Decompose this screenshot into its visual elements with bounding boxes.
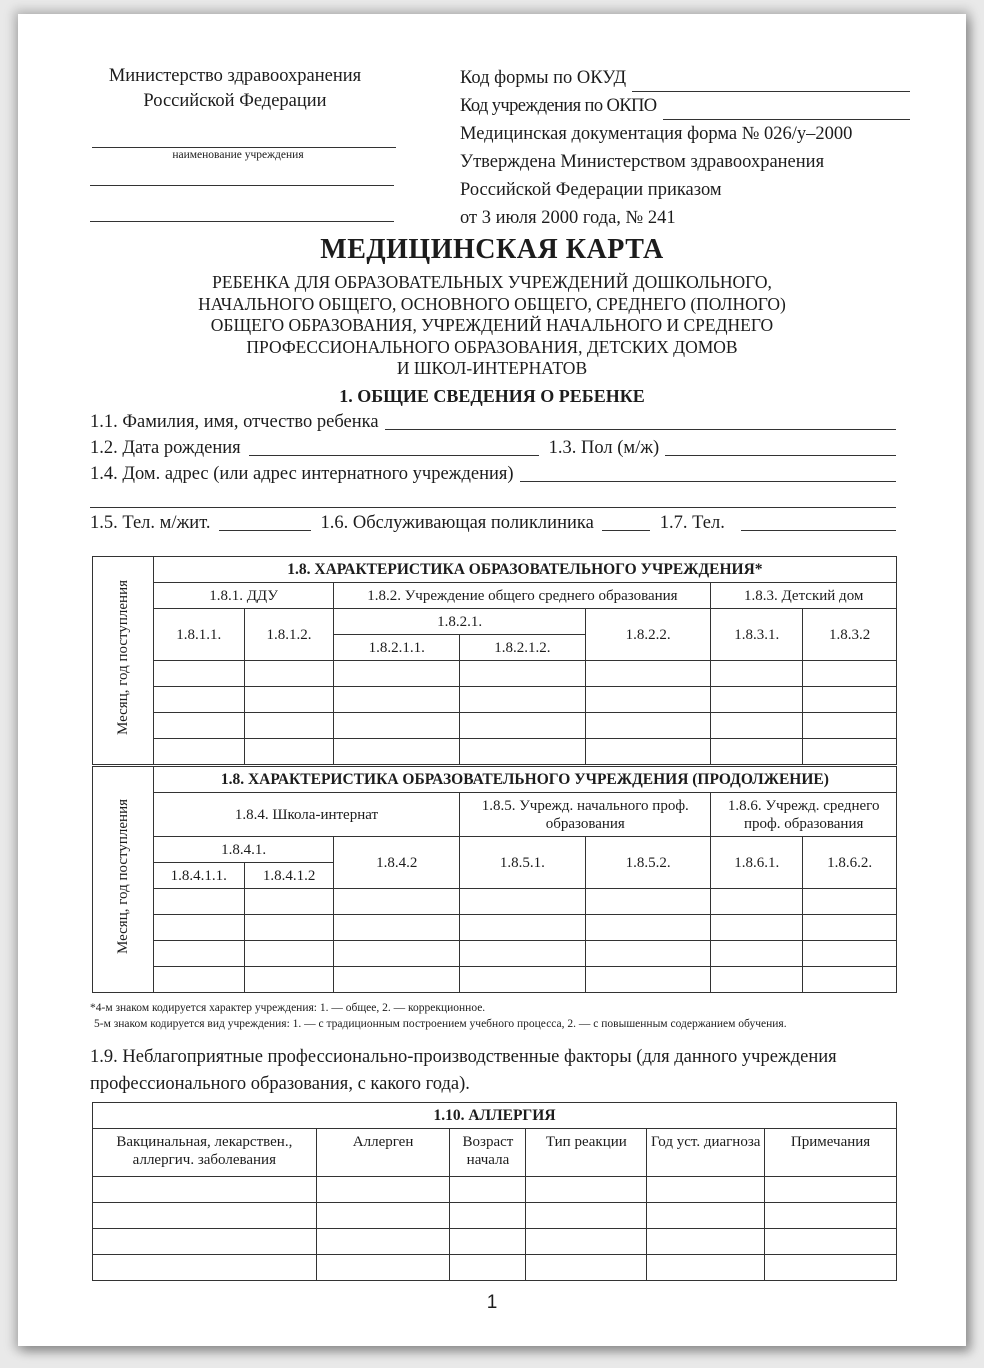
table-cell[interactable]	[803, 661, 897, 687]
table-cell[interactable]	[711, 687, 803, 713]
table-row	[93, 1255, 897, 1281]
home-phone-label: 1.5. Тел. м/жит.	[90, 513, 211, 533]
admission-date-label: Месяц, год поступления	[114, 580, 131, 736]
table-row	[93, 713, 897, 739]
allergy-table	[92, 1102, 897, 1281]
footnote-5th-digit: 5-м знаком кодируется вид учреждения: 1. — с традиционным построением учебного процесса, 2. — с повышенным содержанием обучения.	[94, 1018, 787, 1030]
table-cell[interactable]	[334, 915, 460, 941]
table-cell[interactable]	[334, 713, 460, 739]
table-cell[interactable]	[460, 967, 586, 993]
col-diagnosis-year: Год уст. диагноза	[647, 1129, 765, 1177]
col-1-8-5-2: 1.8.5.2.	[585, 837, 711, 889]
table-cell[interactable]	[316, 1203, 450, 1229]
form-codes-block	[460, 64, 910, 232]
table-1-8-continuation	[92, 766, 897, 993]
table-row	[93, 967, 897, 993]
table-row	[93, 1177, 897, 1203]
col-reaction-type: Тип реакции	[526, 1129, 647, 1177]
group-primary-vocational: 1.8.5. Учрежд. начального проф. образования	[460, 793, 711, 837]
form-number: Медицинская документация форма № 026/у–2000	[460, 124, 853, 144]
table-cell[interactable]	[803, 915, 897, 941]
table-cell[interactable]	[334, 967, 460, 993]
institution-name-line-2[interactable]	[90, 185, 394, 186]
table-cell[interactable]	[765, 1255, 897, 1281]
table-cell[interactable]	[153, 941, 244, 967]
table-cell[interactable]	[93, 1203, 317, 1229]
col-1-8-6-1: 1.8.6.1.	[711, 837, 803, 889]
table-cell[interactable]	[316, 1229, 450, 1255]
table-cell[interactable]	[585, 687, 711, 713]
admission-date-label-cell	[93, 557, 154, 765]
col-1-8-2-2: 1.8.2.2.	[585, 609, 711, 661]
table-cell[interactable]	[585, 915, 711, 941]
table-cell[interactable]	[585, 967, 711, 993]
field-row-1-1	[90, 412, 896, 433]
col-1-8-2-1-1: 1.8.2.1.1.	[334, 635, 460, 661]
table-cell[interactable]	[334, 687, 460, 713]
col-1-8-4-1-2: 1.8.4.1.2	[244, 863, 334, 889]
table-cell[interactable]	[585, 661, 711, 687]
col-notes: Примечания	[765, 1129, 897, 1177]
full-name-label: 1.1. Фамилия, имя, отчество ребенка	[90, 412, 379, 432]
table-cell[interactable]	[460, 889, 586, 915]
table-cell[interactable]	[647, 1203, 765, 1229]
col-1-8-2-1: 1.8.2.1.	[334, 609, 585, 635]
table-cell[interactable]	[244, 941, 334, 967]
col-allergen: Аллерген	[316, 1129, 450, 1177]
table-cell[interactable]	[711, 889, 803, 915]
table-cell[interactable]	[450, 1203, 526, 1229]
col-1-8-5-1: 1.8.5.1.	[460, 837, 586, 889]
ministry-name	[80, 64, 390, 114]
okud-row	[460, 64, 910, 92]
approved-line-3: от 3 июля 2000 года, № 241	[460, 208, 676, 228]
subtitle-line: И ШКОЛ-ИНТЕРНАТОВ	[396, 358, 588, 378]
table-cell[interactable]	[803, 687, 897, 713]
table-cell[interactable]	[153, 687, 244, 713]
table-heading: 1.8. ХАРАКТЕРИСТИКА ОБРАЗОВАТЕЛЬНОГО УЧРЕЖДЕНИЯ (ПРОДОЛЖЕНИЕ)	[153, 767, 896, 793]
table-cell[interactable]	[803, 941, 897, 967]
subtitle-line: ОБЩЕГО ОБРАЗОВАНИЯ, УЧРЕЖДЕНИЙ НАЧАЛЬНОГО И СРЕДНЕГО	[210, 315, 774, 335]
group-boarding-school: 1.8.4. Школа-интернат	[153, 793, 459, 837]
table-cell[interactable]	[585, 941, 711, 967]
table-row	[93, 1229, 897, 1255]
table-row	[93, 941, 897, 967]
birth-date-label: 1.2. Дата рождения	[90, 438, 241, 458]
table-cell[interactable]	[585, 739, 711, 765]
okpo-row	[460, 92, 910, 120]
table-cell[interactable]	[526, 1229, 647, 1255]
table-cell[interactable]	[93, 1229, 317, 1255]
col-1-8-4-1: 1.8.4.1.	[153, 837, 334, 863]
okpo-label: Код учреждения по ОКПО	[460, 96, 657, 116]
table-cell[interactable]	[244, 661, 334, 687]
table-cell[interactable]	[460, 661, 586, 687]
table-row	[93, 1203, 897, 1229]
group-secondary-vocational: 1.8.6. Учрежд. среднего проф. образования	[711, 793, 897, 837]
table-cell[interactable]	[460, 713, 586, 739]
table-cell[interactable]	[153, 889, 244, 915]
col-1-8-1-1: 1.8.1.1.	[153, 609, 244, 661]
table-cell[interactable]	[765, 1229, 897, 1255]
table-cell[interactable]	[526, 1203, 647, 1229]
subtitle-line: РЕБЕНКА ДЛЯ ОБРАЗОВАТЕЛЬНЫХ УЧРЕЖДЕНИЙ ДОШКОЛЬНОГО,	[212, 272, 772, 292]
table-cell[interactable]	[711, 739, 803, 765]
section-1-9-text: 1.9. Неблагоприятные профессионально-производственные факторы (для данного учреждения профессионального образования, с какого года).	[90, 1047, 837, 1094]
col-1-8-3-1: 1.8.3.1.	[711, 609, 803, 661]
table-cell[interactable]	[803, 713, 897, 739]
table-cell[interactable]	[153, 915, 244, 941]
table-cell[interactable]	[647, 1177, 765, 1203]
table-cell[interactable]	[244, 967, 334, 993]
table-row	[93, 889, 897, 915]
table-heading: 1.8. ХАРАКТЕРИСТИКА ОБРАЗОВАТЕЛЬНОГО УЧРЕЖДЕНИЯ*	[153, 557, 896, 583]
birth-date-field[interactable]	[249, 439, 539, 456]
document-title: МЕДИЦИНСКАЯ КАРТА	[320, 234, 664, 265]
table-cell[interactable]	[647, 1255, 765, 1281]
table-cell[interactable]	[244, 739, 334, 765]
col-1-8-1-2: 1.8.1.2.	[244, 609, 334, 661]
allergy-heading: 1.10. АЛЛЕРГИЯ	[93, 1103, 897, 1129]
okpo-field[interactable]	[663, 101, 910, 120]
table-cell[interactable]	[803, 889, 897, 915]
col-vaccine-diseases: Вакцинальная, лекарствен., аллергич. заболевания	[93, 1129, 317, 1177]
table-cell[interactable]	[803, 739, 897, 765]
table-cell[interactable]	[153, 967, 244, 993]
col-1-8-6-2: 1.8.6.2.	[803, 837, 897, 889]
table-cell[interactable]	[450, 1177, 526, 1203]
field-row-1-4	[90, 464, 896, 485]
table-cell[interactable]	[585, 713, 711, 739]
table-row	[93, 687, 897, 713]
table-cell[interactable]	[585, 889, 711, 915]
table-cell[interactable]	[244, 687, 334, 713]
table-cell[interactable]	[711, 915, 803, 941]
clinic-label: 1.6. Обслуживающая поликлиника	[320, 513, 594, 533]
approved-line-1: Утверждена Министерством здравоохранения	[460, 152, 825, 172]
table-cell[interactable]	[765, 1177, 897, 1203]
institution-caption: наименование учреждения	[172, 149, 304, 161]
col-1-8-4-2: 1.8.4.2	[334, 837, 460, 889]
table-cell[interactable]	[153, 661, 244, 687]
okud-field[interactable]	[632, 73, 910, 92]
table-cell[interactable]	[153, 713, 244, 739]
institution-name-line-1[interactable]	[92, 147, 396, 148]
table-cell[interactable]	[244, 889, 334, 915]
institution-name-line-3[interactable]	[90, 221, 394, 222]
document-subtitle	[118, 272, 866, 380]
table-cell[interactable]	[316, 1255, 450, 1281]
table-cell[interactable]	[803, 967, 897, 993]
ministry-line-2: Российской Федерации	[143, 91, 327, 111]
subtitle-line: НАЧАЛЬНОГО ОБЩЕГО, ОСНОВНОГО ОБЩЕГО, СРЕДНЕГО (ПОЛНОГО)	[198, 293, 786, 314]
page-number: 1	[486, 1292, 498, 1313]
table-cell[interactable]	[711, 967, 803, 993]
sex-field[interactable]	[665, 439, 896, 456]
table-row	[93, 739, 897, 765]
table-cell[interactable]	[460, 941, 586, 967]
table-cell[interactable]	[450, 1229, 526, 1255]
table-cell[interactable]	[334, 889, 460, 915]
admission-date-label-cell	[93, 767, 154, 993]
group-orphanage: 1.8.3. Детский дом	[711, 583, 897, 609]
table-cell[interactable]	[93, 1177, 317, 1203]
okud-label: Код формы по ОКУД	[460, 68, 627, 88]
table-cell[interactable]	[711, 941, 803, 967]
table-cell[interactable]	[460, 915, 586, 941]
sex-label: 1.3. Пол (м/ж)	[548, 438, 660, 458]
full-name-field[interactable]	[385, 413, 896, 430]
table-cell[interactable]	[526, 1177, 647, 1203]
home-phone-field[interactable]	[219, 514, 311, 531]
address-field-line-2[interactable]	[90, 507, 896, 508]
subtitle-line: ПРОФЕССИОНАЛЬНОГО ОБРАЗОВАНИЯ, ДЕТСКИХ ДОМОВ	[246, 336, 738, 357]
table-cell[interactable]	[334, 661, 460, 687]
approved-line-2: Российской Федерации приказом	[460, 180, 722, 200]
ministry-line-1: Министерство здравоохранения	[108, 66, 362, 86]
col-1-8-2-1-2: 1.8.2.1.2.	[460, 635, 586, 661]
col-1-8-4-1-1: 1.8.4.1.1.	[153, 863, 244, 889]
phone-field[interactable]	[741, 514, 896, 531]
clinic-field[interactable]	[602, 514, 650, 531]
table-cell[interactable]	[460, 687, 586, 713]
table-row	[93, 661, 897, 687]
table-cell[interactable]	[334, 941, 460, 967]
table-1-8-institution	[92, 556, 897, 765]
table-cell[interactable]	[244, 713, 334, 739]
admission-date-label: Месяц, год поступления	[114, 799, 131, 955]
form-page	[18, 14, 966, 1346]
table-cell[interactable]	[460, 739, 586, 765]
table-cell[interactable]	[711, 713, 803, 739]
group-general-school: 1.8.2. Учреждение общего среднего образования	[334, 583, 711, 609]
footnote-4th-digit: *4-м знаком кодируется характер учреждения: 1. — общее, 2. — коррекционное.	[90, 1002, 486, 1014]
table-cell[interactable]	[647, 1229, 765, 1255]
section-1-heading: 1. ОБЩИЕ СВЕДЕНИЯ О РЕБЕНКЕ	[339, 386, 645, 406]
table-cell[interactable]	[244, 915, 334, 941]
field-row-1-2	[90, 438, 896, 459]
address-field[interactable]	[520, 465, 896, 482]
table-cell[interactable]	[450, 1255, 526, 1281]
table-row	[93, 915, 897, 941]
col-1-8-3-2: 1.8.3.2	[803, 609, 897, 661]
phone-label: 1.7. Тел.	[659, 513, 725, 533]
table-cell[interactable]	[526, 1255, 647, 1281]
table-cell[interactable]	[153, 739, 244, 765]
col-onset-age: Возраст начала	[450, 1129, 526, 1177]
table-cell[interactable]	[334, 739, 460, 765]
group-ddu: 1.8.1. ДДУ	[153, 583, 334, 609]
table-cell[interactable]	[711, 661, 803, 687]
field-row-1-5	[90, 513, 896, 534]
table-cell[interactable]	[316, 1177, 450, 1203]
table-cell[interactable]	[765, 1203, 897, 1229]
address-label: 1.4. Дом. адрес (или адрес интернатного учреждения)	[90, 464, 514, 484]
table-cell[interactable]	[93, 1255, 317, 1281]
